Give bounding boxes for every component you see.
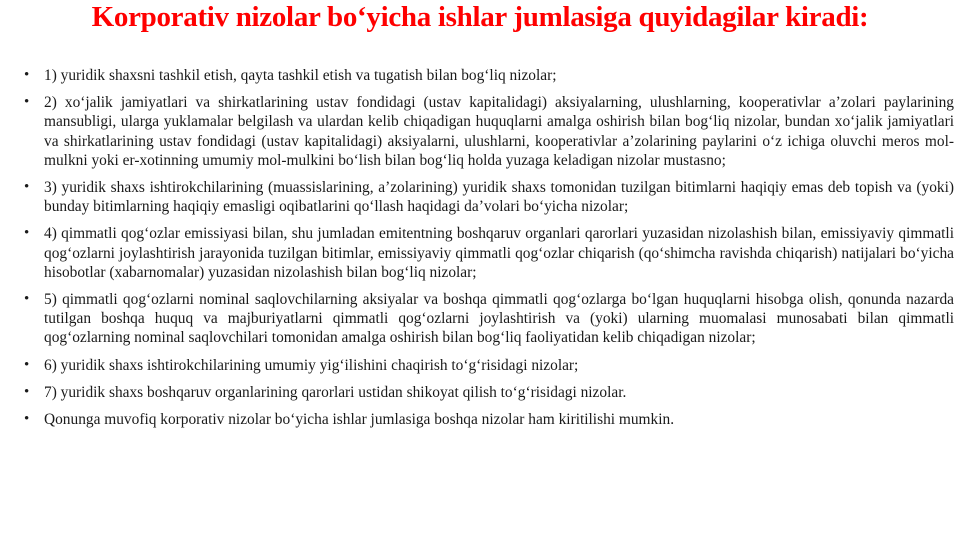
- list-item-text: 5) qimmatli qog‘ozlarni nominal saqlovchilarning aksiyalar va boshqa qimmatli qog‘ozlarga bo‘lgan huquqlarni hisobga olish, qonunda nazarda tutilgan boshqa huquq va majburiyatlarni qimmatli qog‘ozlarni joylashtirish va (yoki) ularning muomalasi munosabati bilan qimmatli qog‘ozlarning nominal saqlovchilari tomonidan amalga oshirish bilan bog‘liq faoliyatidan kelib chiqadigan nizolar;: [44, 291, 954, 347]
- list-item-text: Qonunga muvofiq korporativ nizolar bo‘yicha ishlar jumlasiga boshqa nizolar ham kiritilishi mumkin.: [44, 411, 675, 429]
- bullet-icon: •: [24, 179, 30, 196]
- list-item-text: 2) xo‘jalik jamiyatlari va shirkatlarining ustav fondidagi (ustav kapitalidagi) aksiyalarning, ulushlarning, kooperativlar a’zolari paylarining mansubligi, ularga yuklamalar belgilash va ulardan kelib chiqadigan huquqlarni amalga oshirish bilan bog‘liq nizolar, bundan xo‘jalik jamiyatlari va shirkatlarining ustav fondidagi (ustav kapitalidagi) aksiyalarni, ulushlarni, kooperativlar a’zolarining paylarini o‘z ichiga oluvchi meros mol-mulkni yoki er-xotinning umumiy mol-mulkini bo‘lish bilan bog‘liq holda yuzaga keladigan nizolar mustasno;: [44, 94, 954, 169]
- bullet-icon: •: [24, 356, 30, 373]
- list-item-text: 4) qimmatli qog‘ozlar emissiyasi bilan, shu jumladan emitentning boshqaruv organlari qarorlari yuzasidan nizolashish bilan, emissiyaviy qimmatli qog‘ozlarni joylashtirish jarayonida tuzilgan bitimlar, emissiyaviy qimmatli qog‘ozlar chiqarish (qo‘shimcha ravishda chiqarish) natijalari bo‘yicha hisobotlar (xabarnomalar) yuzasidan nizolashish bilan bog‘liq nizolar;: [44, 225, 954, 281]
- list-item-text: 7) yuridik shaxs boshqaruv organlarining qarorlari ustidan shikoyat qilish to‘g‘risidagi nizolar.: [44, 383, 627, 401]
- list-item: [24, 93, 954, 170]
- list-item: [24, 356, 954, 375]
- list-item: [24, 290, 954, 348]
- bullet-icon: •: [24, 94, 30, 111]
- bullet-icon: •: [24, 411, 30, 428]
- bullet-icon: •: [24, 383, 30, 400]
- bullet-icon: •: [24, 291, 30, 308]
- bullet-icon: •: [24, 67, 30, 83]
- bullet-list: [24, 66, 954, 437]
- slide-title: Korporativ nizolar bo‘yicha ishlar jumlasiga quyidagilar kiradi:: [91, 1, 869, 33]
- list-item: [24, 66, 954, 85]
- list-item: [24, 383, 954, 402]
- list-item-text: 6) yuridik shaxs ishtirokchilarining umumiy yig‘ilishini chaqirish to‘g‘risidagi nizolar;: [44, 356, 579, 374]
- bullet-icon: •: [24, 225, 30, 242]
- list-item-text: 3) yuridik shaxs ishtirokchilarining (muassislarining, a’zolarining) yuridik shaxs tomonidan tuzilgan bitimlarni haqiqiy emas deb topish va (yoki) bunday bitimlarning haqiqiy emasligi oqibatlarini qo‘llash haqidagi da’volari bo‘yicha nizolar;: [44, 179, 954, 216]
- list-item: [24, 224, 954, 282]
- list-item-text: 1) yuridik shaxsni tashkil etish, qayta tashkil etish va tugatish bilan bog‘liq nizolar;: [44, 67, 557, 84]
- list-item: [24, 410, 954, 429]
- list-item: [24, 178, 954, 216]
